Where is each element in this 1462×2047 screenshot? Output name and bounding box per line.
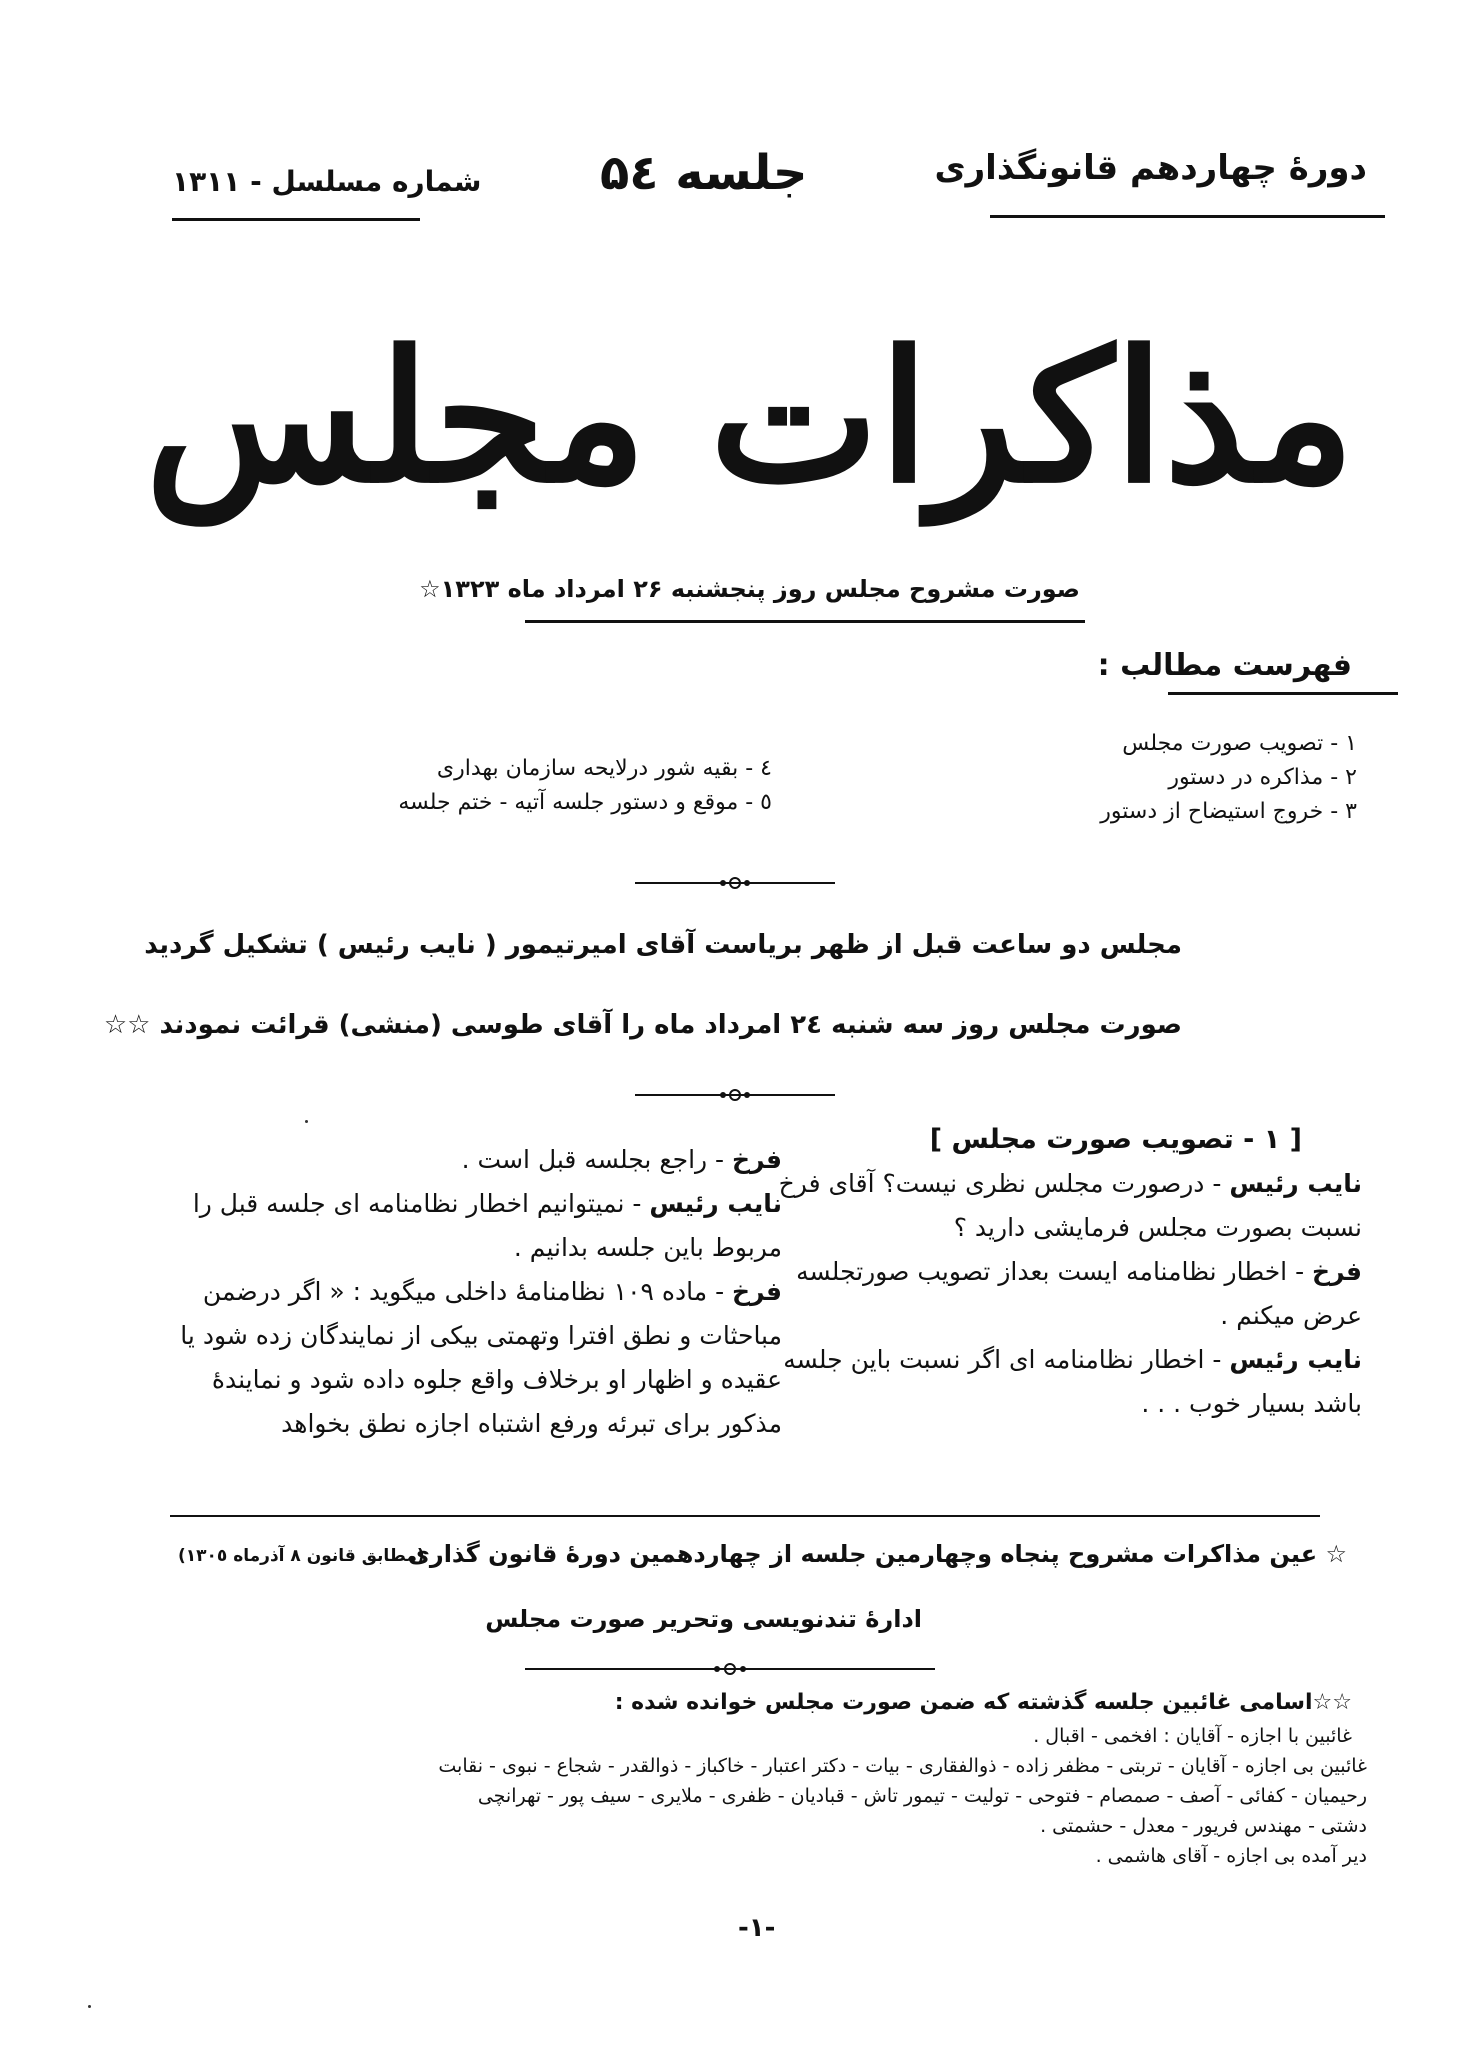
absentees-line: دیر آمده بی اجازه - آقای هاشمی . [1095,1845,1367,1867]
footnote-line-1: ☆ عین مذاکرات مشروح پنجاه وچهارمین جلسه از چهاردهمین دورهٔ قانون گذاری [407,1540,1347,1568]
speaker-name: نایب رئیس [1229,1345,1362,1374]
speech [742,1162,1362,1250]
ornament-divider [635,876,835,890]
speaker-name: نایب رئیس [1229,1169,1362,1198]
absentees-line: غائبین بی اجازه - آقایان - تربتی - مظفر زاده - ذوالفقاری - بیات - دکتر اعتبار - خاکباز - ذوالقدر - شجاع - نبوی - نقابت [438,1755,1367,1777]
left-column [162,1138,782,1446]
ornament-divider [525,1662,935,1676]
subtitle-underline [525,620,1085,623]
footnote-rule [170,1515,1320,1517]
masthead [145,255,1355,545]
toc-item: ۱ - تصویب صورت مجلس [1122,731,1357,756]
speech [162,1138,782,1182]
absentees-line: رحیمیان - کفائی - آصف - صمصام - فتوحی - تولیت - تیمور تاش - قبادیان - ظفری - ملایری - سیف پور - تهرانچی [477,1785,1367,1807]
toc-list-left [398,752,772,820]
session-date-subtitle: صورت مشروح مجلس روز پنجشنبه ۲۶ امرداد ماه ۱۳۲۳☆ [419,575,1080,603]
legislative-period: دورهٔ چهاردهم قانونگذاری [934,148,1367,188]
toc-item: ٤ - بقیه شور درلایحه سازمان بهداری [436,756,772,781]
footnote-law-reference: (مطابق قانون ۸ آذرماه ۱۳۰٥) [178,1546,425,1566]
speech-text: - ماده ۱۰۹ نظامنامهٔ داخلی میگوید : « اگر درضمن مباحثات و نطق افترا وتهمتی بیکی از نمایندگان زده شود یا عقیده و اظهار او برخلاف واقع جلوه داده شود و نمایندهٔ مذکور برای تبرئه ورفع اشتباه اجازه نطق بخواهد [180,1277,782,1438]
ornament-divider [635,1088,835,1102]
toc-item: ۳ - خروج استیضاح از دستور [1100,799,1357,824]
speech-text: - اخطار نظامنامه ای اگر نسبت باین جلسه باشد بسیار خوب . . . [783,1345,1362,1418]
absentees-line: غائبین با اجازه - آقایان : افخمی - اقبال . [1033,1725,1352,1747]
toc-title: فهرست مطالب : [1097,648,1352,683]
speech-text: - درصورت مجلس نظری نیست؟ آقای فرخ نسبت بصورت مجلس فرمایشی دارید ؟ [778,1169,1362,1242]
speech [742,1250,1362,1338]
scan-speck [305,1120,308,1123]
speaker-name: نایب رئیس [649,1189,782,1218]
page-number: -۱- [738,1913,776,1943]
section-heading: [ ۱ - تصویب صورت مجلس ] [929,1124,1302,1155]
opening-line-2: صورت مجلس روز سه شنبه ۲٤ امرداد ماه را آقای طوسی (منشی) قرائت نمودند ☆☆ [103,1010,1182,1040]
opening-line-1: مجلس دو ساعت قبل از ظهر بریاست آقای امیرتیمور ( نایب رئیس ) تشکیل گردید [144,930,1182,960]
serial-number: شماره مسلسل - ۱۳۱۱ [172,165,482,198]
speech [162,1270,782,1446]
speech-text: - راجع بجلسه قبل است . [461,1145,725,1174]
absentees-line: دشتی - مهندس فریور - معدل - حشمتی . [1040,1815,1367,1837]
toc-list-right [1100,727,1357,829]
toc-title-underline [1168,692,1398,695]
header-rule-left [172,218,420,221]
speech-text: - اخطار نظامنامه ایست بعداز تصویب صورتجلسه عرض میکنم . [796,1257,1362,1330]
speaker-name: فرخ [732,1145,782,1174]
absentees-title: ☆☆اسامی غائبین جلسه گذشته که ضمن صورت مجلس خوانده شده : [614,1690,1352,1715]
speaker-name: فرخ [1312,1257,1362,1286]
right-column [742,1118,1362,1426]
header-rule-right [990,215,1385,218]
speech-text: - نمیتوانیم اخطار نظامنامه ای جلسه قبل را مربوط باین جلسه بدانیم . [192,1189,782,1262]
speaker-name: فرخ [732,1277,782,1306]
speech [162,1182,782,1270]
scan-speck [88,2005,91,2008]
toc-item: ۲ - مذاکره در دستور [1168,765,1357,790]
masthead-title: مذاکرات مجلس [145,312,1355,523]
footnote-office: ادارهٔ تندنویسی وتحریر صورت مجلس [485,1605,922,1633]
toc-item: ٥ - موقع و دستور جلسه آتیه - ختم جلسه [398,790,772,815]
session-number: جلسه ۵٤ [600,145,808,201]
speech [742,1338,1362,1426]
